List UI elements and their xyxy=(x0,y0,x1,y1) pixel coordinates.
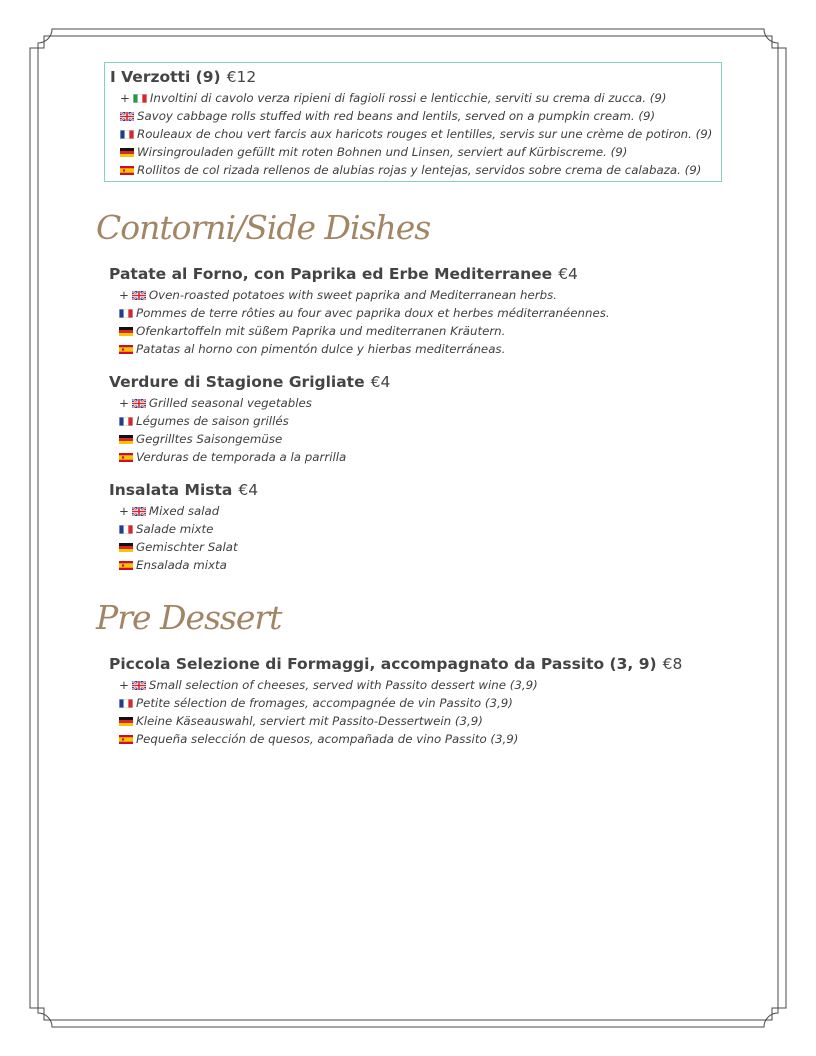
translation-list xyxy=(109,394,736,466)
translation-text: Ofenkartoffeln mit süßem Paprika und mediterranen Kräutern. xyxy=(136,324,506,338)
translation-text: Légumes de saison grillés xyxy=(136,414,289,428)
dish-name: Patate al Forno, con Paprika ed Erbe Mediterranee xyxy=(109,265,553,283)
section-title-pre-dessert: Pre Dessert xyxy=(96,598,282,637)
translation-line xyxy=(120,125,713,143)
translation-text: Pommes de terre rôties au four avec paprika doux et herbes méditerranéennes. xyxy=(136,306,610,320)
translation-text: Mixed salad xyxy=(148,504,220,518)
uk-flag-icon xyxy=(132,681,146,690)
translation-line xyxy=(119,394,736,412)
dish-title xyxy=(109,264,736,284)
france-flag-icon xyxy=(119,525,133,534)
germany-flag-icon xyxy=(119,435,133,444)
translation-text: Oven-roasted potatoes with sweet paprika and Mediterranean herbs. xyxy=(148,288,557,302)
spain-flag-icon xyxy=(119,345,133,354)
dish-name: Piccola Selezione di Formaggi, accompagnato da Passito (3, 9) xyxy=(109,655,657,673)
spain-flag-icon xyxy=(119,735,133,744)
italy-flag-icon xyxy=(133,94,147,103)
translation-line xyxy=(119,448,736,466)
dish-price: €4 xyxy=(370,373,391,391)
dish-name: Verdure di Stagione Grigliate xyxy=(109,373,365,391)
translation-line xyxy=(119,676,736,694)
dish-title xyxy=(109,654,736,674)
translation-line xyxy=(119,556,736,574)
translation-text: Petite sélection de fromages, accompagnée de vin Passito (3,9) xyxy=(136,696,513,710)
translation-line xyxy=(119,304,736,322)
translation-list xyxy=(109,286,736,358)
translation-text: Involtini di cavolo verza ripieni di fagioli rossi e lenticchie, serviti su crema di zucca. (9) xyxy=(149,91,667,105)
translation-text: Rollitos de col rizada rellenos de alubias rojas y lentejas, servidos sobre crema de calabaza. (9) xyxy=(137,163,702,177)
translation-text: Gegrilltes Saisongemüse xyxy=(136,432,283,446)
section-title-side-dishes: Contorni/Side Dishes xyxy=(96,208,431,247)
spain-flag-icon xyxy=(119,561,133,570)
uk-flag-icon xyxy=(120,112,134,121)
translation-list xyxy=(109,502,736,574)
plus-marker: + xyxy=(119,504,129,518)
france-flag-icon xyxy=(120,130,134,139)
dish-name: I Verzotti (9) xyxy=(110,68,221,86)
uk-flag-icon xyxy=(132,291,146,300)
translation-text: Ensalada mixta xyxy=(136,558,227,572)
translation-list xyxy=(109,676,736,748)
translation-text: Pequeña selección de quesos, acompañada de vino Passito (3,9) xyxy=(136,732,519,746)
spain-flag-icon xyxy=(119,453,133,462)
translation-line xyxy=(120,143,713,161)
plus-marker: + xyxy=(119,678,129,692)
translation-text: Wirsingrouladen gefüllt mit roten Bohnen und Linsen, serviert auf Kürbiscreme. (9) xyxy=(137,145,628,159)
translation-line xyxy=(119,412,736,430)
france-flag-icon xyxy=(119,417,133,426)
translation-text: Savoy cabbage rolls stuffed with red beans and lentils, served on a pumpkin cream. (9) xyxy=(137,109,656,123)
translation-text: Kleine Käseauswahl, serviert mit Passito-Dessertwein (3,9) xyxy=(136,714,483,728)
featured-dish-box xyxy=(104,62,722,182)
translation-line xyxy=(119,520,736,538)
translation-line xyxy=(119,430,736,448)
dish-name: Insalata Mista xyxy=(109,481,233,499)
uk-flag-icon xyxy=(132,507,146,516)
translation-line xyxy=(119,322,736,340)
dish-patate-al-forno xyxy=(96,264,736,358)
germany-flag-icon xyxy=(120,148,134,157)
translation-text: Patatas al horno con pimentón dulce y hierbas mediterráneas. xyxy=(136,342,506,356)
translation-line xyxy=(120,161,713,179)
germany-flag-icon xyxy=(119,327,133,336)
dish-insalata-mista xyxy=(96,480,736,574)
translation-list xyxy=(110,89,713,179)
uk-flag-icon xyxy=(132,399,146,408)
dish-price: €8 xyxy=(662,655,683,673)
translation-line xyxy=(119,340,736,358)
translation-line xyxy=(119,730,736,748)
plus-marker: + xyxy=(120,91,130,105)
dish-title xyxy=(109,372,736,392)
translation-line xyxy=(120,107,713,125)
translation-text: Grilled seasonal vegetables xyxy=(148,396,312,410)
france-flag-icon xyxy=(119,699,133,708)
germany-flag-icon xyxy=(119,543,133,552)
spain-flag-icon xyxy=(120,166,134,175)
translation-text: Small selection of cheeses, served with Passito dessert wine (3,9) xyxy=(148,678,538,692)
dish-price: €4 xyxy=(238,481,259,499)
translation-line xyxy=(119,538,736,556)
translation-text: Gemischter Salat xyxy=(136,540,238,554)
dish-verdure-grigliate xyxy=(96,372,736,466)
translation-line xyxy=(119,712,736,730)
translation-line xyxy=(119,502,736,520)
translation-text: Salade mixte xyxy=(136,522,214,536)
translation-line xyxy=(120,89,713,107)
translation-text: Rouleaux de chou vert farcis aux haricots rouges et lentilles, servis sur une crème de potiron. (9) xyxy=(137,127,713,141)
france-flag-icon xyxy=(119,309,133,318)
translation-line xyxy=(119,286,736,304)
translation-text: Verduras de temporada a la parrilla xyxy=(136,450,347,464)
germany-flag-icon xyxy=(119,717,133,726)
translation-line xyxy=(119,694,736,712)
menu-content xyxy=(96,62,736,748)
dish-title xyxy=(109,480,736,500)
plus-marker: + xyxy=(119,396,129,410)
dish-price: €12 xyxy=(226,68,257,86)
plus-marker: + xyxy=(119,288,129,302)
dish-title xyxy=(110,67,713,87)
dish-price: €4 xyxy=(558,265,578,283)
dish-formaggi xyxy=(96,654,736,748)
